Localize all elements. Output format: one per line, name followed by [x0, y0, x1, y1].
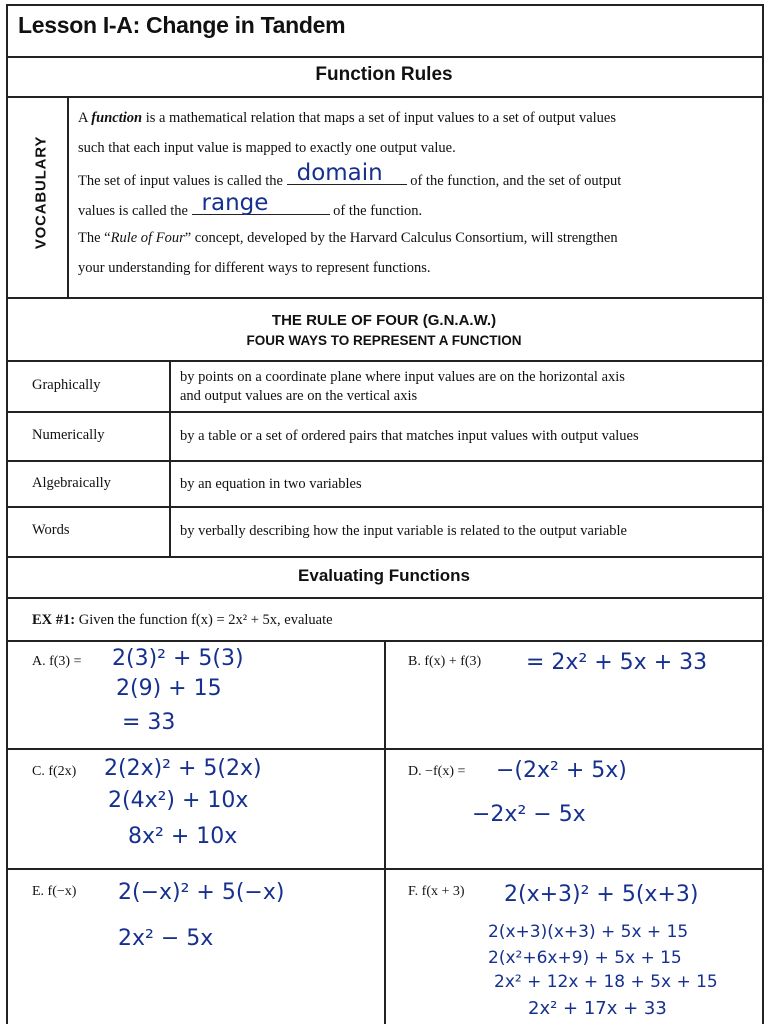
vocab-text: of the function, and the set of output	[406, 173, 622, 189]
vocab-line-6: your understanding for different ways to represent functions.	[78, 260, 431, 276]
rof-table-top	[6, 360, 764, 362]
range-blank	[192, 190, 330, 216]
vocab-column-divider	[67, 96, 69, 298]
part-a-work-line: 2(9) + 15	[116, 676, 222, 701]
vocab-line-4	[78, 190, 423, 220]
range-answer: range	[201, 190, 269, 216]
part-d-work-line: −2x² − 5x	[472, 802, 586, 827]
vocab-text: ” concept, developed by the Harvard Calculus Consortium, will strengthen	[184, 230, 618, 246]
rof-name-words: Words	[32, 522, 70, 538]
frame-right-border	[762, 4, 764, 1024]
part-c-work-line: 8x² + 10x	[128, 824, 238, 849]
rof-row-divider	[6, 411, 764, 413]
part-c-work-line: 2(2x)² + 5(2x)	[104, 756, 262, 781]
evaluating-functions-heading: Evaluating Functions	[298, 566, 470, 585]
frame-top-border	[6, 4, 764, 6]
rule-of-four-heading: THE RULE OF FOUR (G.N.A.W.)	[271, 312, 497, 329]
divider-under-function-rules	[6, 96, 764, 98]
part-c-work-line: 2(4x²) + 10x	[108, 788, 249, 813]
domain-answer: domain	[296, 160, 383, 186]
part-f-work-line: 2(x²+6x+9) + 5x + 15	[488, 948, 682, 968]
part-f-work-line: 2(x+3)² + 5(x+3)	[504, 882, 699, 907]
domain-blank	[287, 160, 407, 186]
part-e-label: E. f(−x)	[32, 884, 77, 899]
rof-desc-line: and output values are on the vertical axis	[180, 388, 418, 404]
vocab-line-2: such that each input value is mapped to exactly one output value.	[78, 140, 456, 156]
rof-name-algebraically: Algebraically	[32, 475, 111, 491]
rof-desc-line: by points on a coordinate plane where input values are on the horizontal axis	[180, 369, 625, 385]
page-title: Lesson I-A: Change in Tandem	[18, 12, 346, 38]
function-rules-heading: Function Rules	[315, 64, 453, 85]
example-prompt	[32, 612, 333, 629]
rof-name-numerically: Numerically	[32, 427, 105, 443]
part-d-label: D. −f(x) =	[408, 764, 466, 779]
rof-desc-graphically	[180, 368, 625, 406]
example-label: EX #1:	[32, 612, 76, 628]
vocab-line-1	[78, 110, 616, 127]
part-b-label: B. f(x) + f(3)	[408, 654, 482, 669]
rule-of-four-subheading: FOUR WAYS TO REPRESENT A FUNCTION	[246, 333, 522, 348]
rof-name-graphically: Graphically	[32, 377, 101, 393]
part-f-work-line: 2x² + 17x + 33	[528, 998, 667, 1019]
rof-desc-numerically: by a table or a set of ordered pairs that matches input values with output values	[180, 428, 639, 444]
vocab-text: The “	[78, 230, 111, 246]
vocab-text: values is called the	[78, 203, 192, 219]
part-a-label: A. f(3) =	[32, 654, 82, 669]
part-d-work-line: −(2x² + 5x)	[496, 758, 627, 783]
part-e-work-line: 2x² − 5x	[118, 926, 214, 951]
part-c-label: C. f(2x)	[32, 764, 77, 779]
example-text: Given the function f(x) = 2x² + 5x, evaluate	[75, 612, 333, 628]
part-a-work-line: 2(3)² + 5(3)	[112, 646, 244, 671]
vocab-text: of the function.	[329, 203, 423, 219]
vocab-text: A	[78, 110, 92, 126]
frame-left-border	[6, 4, 8, 1024]
rof-desc-algebraically: by an equation in two variables	[180, 476, 362, 492]
divider-under-evaluating	[6, 597, 764, 599]
rof-row-divider	[6, 506, 764, 508]
vocab-term-function: function	[91, 110, 143, 126]
part-b-work-line: = 2x² + 5x + 33	[526, 650, 708, 675]
divider-under-vocabulary	[6, 297, 764, 299]
part-e-work-line: 2(−x)² + 5(−x)	[118, 880, 285, 905]
parts-grid-column-divider	[384, 640, 386, 1024]
part-f-work-line: 2x² + 12x + 18 + 5x + 15	[494, 972, 718, 992]
vocab-text: is a mathematical relation that maps a set of input values to a set of output values	[142, 110, 617, 126]
vocab-line-3	[78, 160, 622, 190]
part-f-work-line: 2(x+3)(x+3) + 5x + 15	[488, 922, 689, 942]
rof-desc-words: by verbally describing how the input variable is related to the output variable	[180, 523, 627, 539]
vocab-term-rule-of-four: Rule of Four	[110, 230, 185, 246]
part-f-label: F. f(x + 3)	[408, 884, 465, 899]
vocabulary-label: VOCABULARY	[32, 135, 50, 250]
part-a-work-line: = 33	[122, 710, 176, 735]
rof-row-divider	[6, 460, 764, 462]
rof-column-divider	[169, 360, 171, 556]
vocab-line-5	[78, 230, 618, 247]
divider-under-title	[6, 56, 764, 58]
rof-table-bottom	[6, 556, 764, 558]
vocab-text: The set of input values is called the	[78, 173, 287, 189]
